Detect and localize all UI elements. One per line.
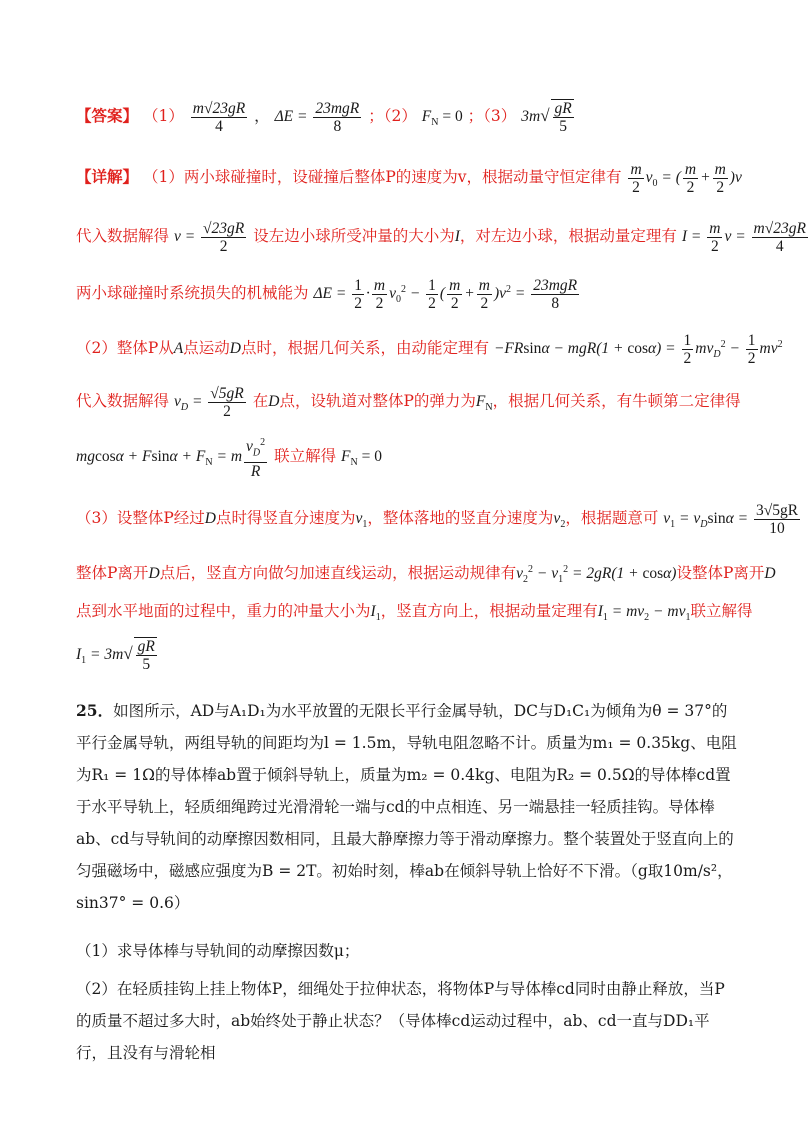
detail-line-7 bbox=[76, 496, 799, 540]
answer-part1-label: （1） bbox=[142, 107, 184, 125]
problem-25 bbox=[76, 695, 740, 919]
detail-line-2-text-a: 代入数据解得 bbox=[76, 227, 170, 245]
answer-sep-1: ， bbox=[254, 107, 270, 125]
answer-part3-fraction bbox=[551, 99, 574, 135]
eq-final-frac: $\frac{gR}{5}$ bbox=[134, 637, 157, 673]
eq-v0: $v_0$ = ( bbox=[645, 169, 681, 190]
detail-line-2-text-b: 设左边小球所受冲量的大小为 bbox=[253, 227, 455, 245]
detail-line-3-text: 两小球碰撞时系统损失的机械能为 bbox=[76, 284, 309, 303]
detail-line-6-text: 联立解得 bbox=[274, 447, 337, 465]
eq-delta-e: ΔE = bbox=[313, 285, 351, 303]
symbol-v1: $v_1$ bbox=[355, 510, 368, 531]
detail-line-9 bbox=[76, 594, 753, 628]
detail-line-5-text-c: 点，设轨道对整体P的弹力为 bbox=[279, 392, 476, 410]
point-D-5: D bbox=[764, 565, 776, 583]
answer-line bbox=[76, 96, 740, 136]
symbol-I: I bbox=[454, 228, 460, 245]
eq-kinematics: $v_2^2 - v_1^2 = 2gR(1 + \cos\alpha)$ bbox=[516, 564, 677, 586]
question-2-text: （2）在轻质挂钩上挂上物体P，细绳处于拉伸状态，将物体P与导体棒cd同时由静止释放，当P的质量不超过多大时，ab始终处于静止状态？（导体棒cd运动过程中，ab、cd一直与DD₁平行，且没有与滑轮相 bbox=[76, 980, 725, 1062]
point-A: A bbox=[173, 340, 184, 358]
answer-fraction-1-num: m√23gR bbox=[192, 99, 246, 117]
answer-sep-2: ；（2） bbox=[368, 107, 417, 125]
answer-fraction-2-num: 23mgR bbox=[315, 99, 360, 117]
symbol-I1: $I_1$ bbox=[370, 603, 381, 624]
detail-line-4-text-b: 点运动 bbox=[183, 339, 230, 358]
detail-line-9-text-a: 点到水平地面的过程中，重力的冲量大小为 bbox=[76, 602, 371, 620]
eq-work-energy: −FRsinα − mgR(1 + cosα) = bbox=[493, 340, 680, 358]
eq-newton: $mgcos\alpha + Fsin\alpha + F_N = m$ bbox=[76, 448, 243, 469]
sqrt-icon: √ bbox=[540, 106, 550, 125]
answer-fn bbox=[421, 108, 463, 129]
eq-we-frac-2: $\frac{1}{2}$ bbox=[747, 331, 756, 367]
eq-de-frac-6: $\frac{\text{23mgR}}{8}$ bbox=[533, 276, 578, 312]
detail-line-7-text-a: （3）设整体P经过 bbox=[76, 509, 205, 527]
eq-m-over-2: $\frac{m}{2}$ bbox=[630, 160, 642, 196]
detail-tag: 【详解】 bbox=[76, 167, 139, 186]
eq-v-fraction: $\frac{√23gR}{2}$ bbox=[203, 219, 245, 255]
detail-line-10 bbox=[76, 632, 740, 676]
detail-line-5 bbox=[76, 379, 740, 423]
answer-fn-eq: = 0 bbox=[438, 108, 463, 125]
eq-final: $I_1 = 3m$ bbox=[76, 646, 124, 667]
answer-fraction-2-den: 8 bbox=[333, 117, 342, 135]
eq-v-equals: v = bbox=[173, 228, 200, 245]
detail-line-2-text-c: ，对左边小球，根据动量定理有 bbox=[459, 227, 677, 245]
answer-part3-den: 5 bbox=[559, 118, 568, 135]
eq-impulse-frac-1: $\frac{m}{2}$ bbox=[709, 219, 721, 255]
answer-delta-e: ΔE = bbox=[274, 108, 312, 125]
eq-impulse-2: $I_1 = mv_2 - mv_1$ bbox=[597, 603, 691, 624]
detail-line-8-text-c: 设整体P离开 bbox=[676, 564, 765, 583]
detail-line-4-text-c: 点时，根据几何关系，由动能定理有 bbox=[240, 339, 489, 358]
eq-vd-frac: $\frac{√5gR}{2}$ bbox=[210, 384, 244, 420]
answer-tag: 【答案】 bbox=[76, 106, 139, 125]
detail-line-4: （2）整体P从A点运动D点时，根据几何关系，由动能定理有 −FRsinα − mgR(1 + cosα) = $\frac{1}{2}$ $mv_D^2$ − $\frac{1}{2}$ $mv^2$ bbox=[76, 331, 783, 367]
detail-line-7-text-d: ，根据题意可 bbox=[565, 509, 659, 527]
question-1 bbox=[76, 935, 740, 967]
answer-fn-sub: N bbox=[431, 117, 439, 129]
detail-line-5-text-a: 代入数据解得 bbox=[76, 392, 170, 410]
eq-de-frac-4: $\frac{m}{2}$ bbox=[449, 276, 461, 312]
point-D-3: D bbox=[204, 510, 216, 527]
answer-part3: 3m bbox=[521, 108, 541, 125]
detail-line-9-text-b: ，竖直方向上，根据动量定理有 bbox=[380, 602, 598, 620]
detail-line-2: 代入数据解得 v = $\frac{√23gR}{2}$ 设左边小球所受冲量的大小为I，对左边小球，根据动量定理有 I = $\frac{m}{2}$ v = $\frac{m√23gR}{4}$ bbox=[76, 219, 806, 255]
detail-line-8-text-a: 整体P离开 bbox=[76, 564, 149, 583]
symbol-FN: $F_N$ bbox=[475, 393, 493, 414]
point-D-2: D bbox=[268, 393, 280, 410]
sqrt-icon-2: √ bbox=[123, 644, 133, 663]
problem-number: 25． bbox=[76, 701, 114, 720]
eq-m-over-2-c: $\frac{m}{2}$ bbox=[714, 160, 726, 196]
eq-de-frac-2: $\frac{m}{2}$ bbox=[373, 276, 386, 312]
eq-v1-frac: $\frac{3√5gR}{10}$ bbox=[755, 501, 799, 537]
detail-line-1: 【详解】 （1）两小球碰撞时，设碰撞后整体P的速度为v，根据动量守恒定律有 $\frac{m}{2}$ $v_0$ = ( $\frac{m}{2}$ + $\frac{m}{2}$ )v bbox=[76, 160, 742, 196]
detail-line-8 bbox=[76, 553, 776, 587]
eq-de-frac-1: $\frac{1}{2}$ bbox=[354, 276, 362, 312]
detail-line-9-text-c: 联立解得 bbox=[690, 602, 753, 620]
point-D: D bbox=[229, 340, 241, 358]
eq-impulse: I = bbox=[681, 228, 706, 245]
detail-line-3: 两小球碰撞时系统损失的机械能为 ΔE = $\frac{1}{2}$ · $\frac{m}{2}$ $v_0^2$ − $\frac{1}{2}$ ( $\frac{m}{2}$ + $\frac{m}{2}$ )$v^2$ = $\frac{\text{23mgR}}{8}$ bbox=[76, 276, 578, 312]
eq-de-frac-3: $\frac{1}{2}$ bbox=[428, 276, 436, 312]
question-1-text: （1）求导体棒与导轨间的动摩擦因数μ； bbox=[76, 942, 360, 960]
detail-line-1-text: （1）两小球碰撞时，设碰撞后整体P的速度为v，根据动量守恒定律有 bbox=[142, 168, 622, 186]
answer-fn-symbol: F bbox=[421, 108, 432, 125]
answer-fraction-2 bbox=[313, 100, 361, 135]
detail-line-7-text-c: ，整体落地的竖直分速度为 bbox=[367, 509, 554, 527]
point-D-4: D bbox=[148, 565, 160, 583]
detail-line-5-text-d: ，根据几何关系，有牛顿第二定律得 bbox=[492, 392, 741, 410]
detail-line-8-text-b: 点后，竖直方向做匀加速直线运动，根据运动规律有 bbox=[159, 564, 517, 583]
eq-de-frac-5: $\frac{m}{2}$ bbox=[478, 276, 490, 312]
question-2 bbox=[76, 973, 740, 1069]
answer-part3-num: gR bbox=[554, 100, 572, 117]
eq-newton-frac: $\frac{v_D^2}{R}$ bbox=[244, 434, 267, 479]
eq-m-over-2-b: $\frac{m}{2}$ bbox=[684, 160, 697, 196]
answer-fraction-1-den: 4 bbox=[215, 117, 223, 135]
detail-line-5-text-b: 在 bbox=[252, 392, 269, 410]
symbol-v2: $v_2$ bbox=[553, 510, 566, 531]
answer-fraction-1 bbox=[191, 100, 247, 135]
eq-v1: $v_1 = v_D\sin\alpha$ = bbox=[663, 510, 752, 531]
eq-impulse-frac-2: $\frac{m√23gR}{4}$ bbox=[753, 219, 806, 255]
detail-line-4-text-a: （2）整体P从 bbox=[76, 339, 174, 358]
detail-line-7-text-b: 点时得竖直分速度为 bbox=[216, 509, 356, 527]
answer-sep-3: ；（3） bbox=[467, 107, 517, 125]
problem-statement: 如图所示，AD与A₁D₁为水平放置的无限长平行金属导轨，DC与D₁C₁为倾角为θ = 37°的平行金属导轨，两组导轨的间距均为l = 1.5m，导轨电阻忽略不计。质量为m₁ = 0.35kg、电阻为R₁ = 1Ω的导体棒ab置于倾斜导轨上，质量为m₂ = 0.4kg、电阻为R₂ = 0.5Ω的导体棒cd置于水平导轨上，轻质细绳跨过光滑滑轮一端与cd的中点相连、另一端悬挂一轻质挂钩。导体棒ab、cd与导轨间的动摩擦因数相同，且最大静摩擦力等于滑动摩擦力。整个装置处于竖直向上的匀强磁场中，磁感应强度为B = 2T。初始时刻，棒ab在倾斜导轨上恰好不下滑。（g取10m/s²，sin37° = 0.6） bbox=[76, 702, 737, 912]
eq-fn-zero: $F_N = 0$ bbox=[341, 448, 382, 469]
eq-vd: $v_D$ = bbox=[173, 393, 207, 414]
detail-line-6 bbox=[76, 434, 740, 478]
eq-we-frac-1: $\frac{1}{2}$ bbox=[683, 331, 692, 367]
